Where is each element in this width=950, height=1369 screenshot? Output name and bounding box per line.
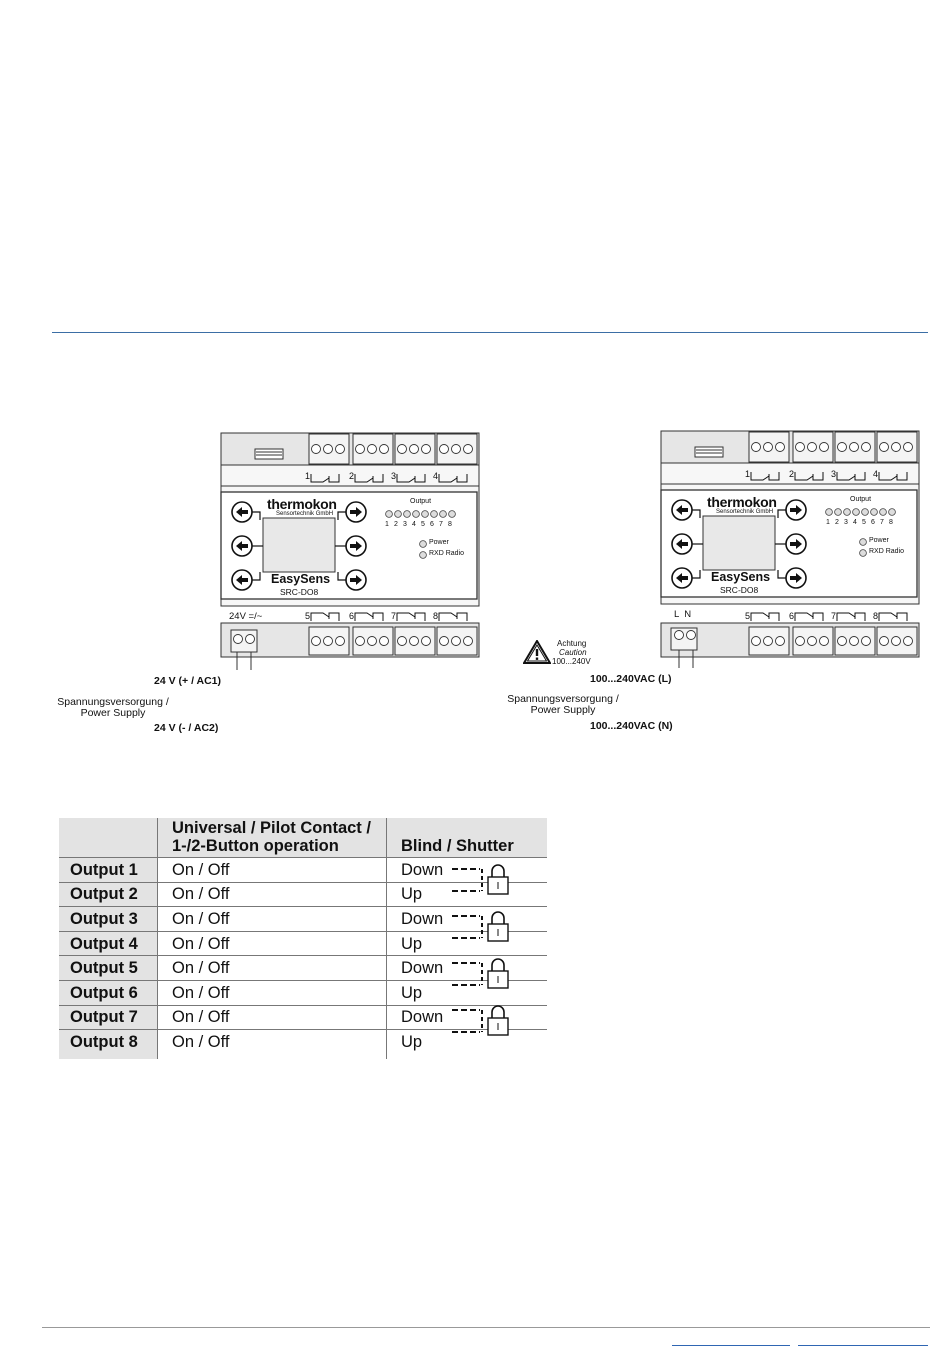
- led-number: 6: [871, 519, 875, 526]
- right-product-name: EasySens: [711, 570, 771, 584]
- interlock-lock-icon: [448, 907, 514, 943]
- blind-cell: Down: [387, 907, 548, 932]
- blind-cell: Up: [387, 882, 548, 907]
- universal-cell: On / Off: [158, 956, 387, 981]
- led-number: 8: [448, 521, 452, 528]
- universal-cell: On / Off: [158, 907, 387, 932]
- led-number: 3: [403, 521, 407, 528]
- header-universal-line1: Universal / Pilot Contact /: [172, 819, 371, 837]
- left-rxd-led-label: RXD Radio: [429, 550, 465, 557]
- universal-cell: On / Off: [158, 858, 387, 883]
- blind-cell: Down: [387, 1005, 548, 1030]
- led-number: 5: [862, 519, 866, 526]
- led-number: 2: [835, 519, 839, 526]
- output-name-cell: Output 6: [59, 980, 158, 1005]
- led-number: 3: [844, 519, 848, 526]
- right-relay-num: 5: [745, 611, 751, 621]
- interlock-lock-icon: [448, 860, 514, 896]
- warning-triangle-icon: [523, 640, 551, 664]
- led-number: 7: [439, 521, 443, 528]
- output-name-cell: Output 1: [59, 858, 158, 883]
- right-brand-sub: Sensortechnik GmbH: [716, 509, 774, 515]
- left-relay-num: 7: [391, 611, 397, 621]
- right-power-led-label: Power: [869, 537, 889, 544]
- right-relay-num: 2: [789, 469, 795, 479]
- output-name-cell: Output 2: [59, 882, 158, 907]
- left-relay-num: 5: [305, 611, 311, 621]
- right-wire-bottom-label: 100...240VAC (N): [590, 720, 673, 732]
- blind-cell: Down: [387, 956, 548, 981]
- blind-cell: Up: [387, 1030, 548, 1059]
- left-supply-line2: Power Supply: [80, 707, 146, 719]
- right-supply-line1: Spannungsversorgung /: [507, 693, 619, 705]
- right-relay-num: 7: [831, 611, 837, 621]
- right-supply-line2: Power Supply: [530, 704, 596, 716]
- output-name-cell: Output 8: [59, 1030, 158, 1059]
- output-name-cell: Output 3: [59, 907, 158, 932]
- left-model-name: SRC-DO8: [280, 587, 319, 597]
- left-product-name: EasySens: [271, 572, 331, 586]
- right-relay-num: 3: [831, 469, 837, 479]
- led-number: 4: [853, 519, 857, 526]
- left-relay-num: 2: [349, 471, 355, 481]
- interlock-lock-icon: [448, 954, 514, 990]
- led-number: 5: [421, 521, 425, 528]
- left-power-led-label: Power: [429, 539, 449, 546]
- blind-cell: Down: [387, 858, 548, 883]
- left-supply-terminal-label: 24V =/~: [229, 611, 263, 622]
- table-header-empty: [59, 818, 158, 858]
- left-relay-num: 1: [305, 471, 311, 481]
- left-relay-num: 4: [433, 471, 439, 481]
- caution-line3: 100...240V: [552, 657, 591, 666]
- led-number: 2: [394, 521, 398, 528]
- table-header-row: [59, 818, 547, 858]
- table-header-universal: [158, 818, 387, 858]
- led-number: 7: [880, 519, 884, 526]
- blind-cell: Up: [387, 980, 548, 1005]
- right-model-name: SRC-DO8: [720, 585, 759, 595]
- left-brand-sub: Sensortechnik GmbH: [276, 511, 334, 517]
- led-number: 1: [826, 519, 830, 526]
- interlock-lock-icon: [448, 1001, 514, 1037]
- output-name-cell: Output 7: [59, 1005, 158, 1030]
- left-relay-num: 6: [349, 611, 355, 621]
- output-name-cell: Output 5: [59, 956, 158, 981]
- blind-cell: Up: [387, 931, 548, 956]
- universal-cell: On / Off: [158, 1030, 387, 1059]
- footer-link-underline[interactable]: [672, 1345, 790, 1346]
- right-brand-logo: thermokon: [707, 494, 777, 510]
- led-number: 1: [385, 521, 389, 528]
- led-number: 6: [430, 521, 434, 528]
- universal-cell: On / Off: [158, 882, 387, 907]
- left-brand-logo: thermokon: [267, 496, 337, 512]
- footer-link-underline[interactable]: [798, 1345, 928, 1346]
- left-wire-bottom-label: 24 V (- / AC2): [154, 722, 219, 734]
- left-relay-num: 3: [391, 471, 397, 481]
- right-rxd-led-label: RXD Radio: [869, 548, 905, 555]
- table-header-blind: Blind / Shutter: [387, 818, 548, 858]
- section-divider: [52, 332, 928, 333]
- universal-cell: On / Off: [158, 980, 387, 1005]
- left-supply-line1: Spannungsversorgung /: [57, 696, 169, 708]
- right-supply-terminal-label: L N: [674, 609, 692, 620]
- caution-line2: Caution: [559, 648, 587, 657]
- universal-cell: On / Off: [158, 1005, 387, 1030]
- output-name-cell: Output 4: [59, 931, 158, 956]
- right-output-label: Output: [850, 496, 872, 503]
- left-wire-top-label: 24 V (+ / AC1): [154, 675, 222, 687]
- led-number: 8: [889, 519, 893, 526]
- right-relay-num: 1: [745, 469, 751, 479]
- caution-line1: Achtung: [557, 639, 587, 648]
- right-relay-num: 6: [789, 611, 795, 621]
- left-relay-num: 8: [433, 611, 439, 621]
- left-output-label: Output: [410, 498, 432, 505]
- right-relay-num: 4: [873, 469, 879, 479]
- led-number: 4: [412, 521, 416, 528]
- right-wire-top-label: 100...240VAC (L): [590, 673, 672, 685]
- footer-divider: [42, 1327, 930, 1328]
- right-relay-num: 8: [873, 611, 879, 621]
- universal-cell: On / Off: [158, 931, 387, 956]
- header-universal-line2: 1-/2-Button operation: [172, 837, 339, 855]
